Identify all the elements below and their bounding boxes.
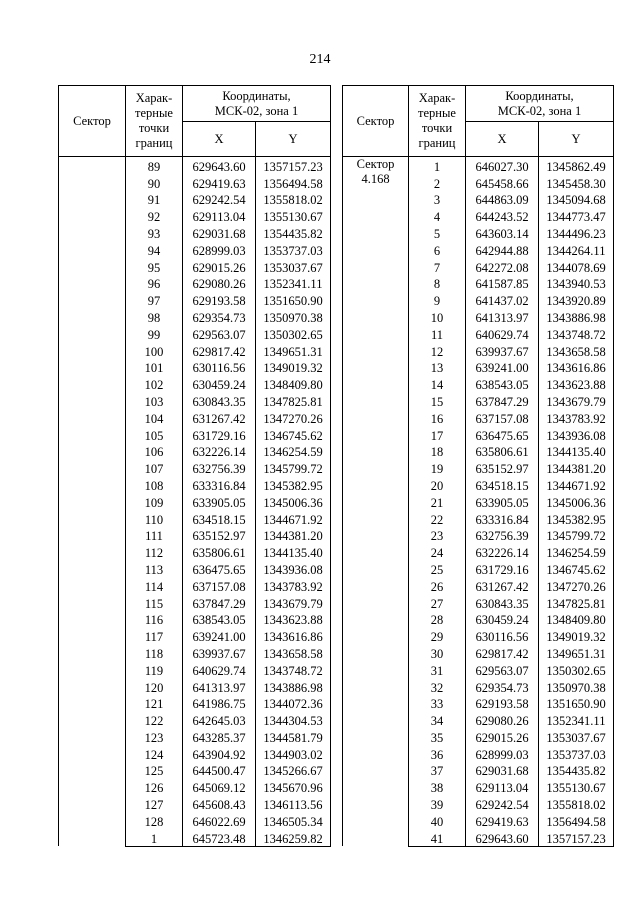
x-cell: 643285.37 — [183, 728, 256, 745]
y-cell: 1357157.23 — [539, 829, 614, 846]
x-cell: 633905.05 — [183, 493, 256, 510]
y-cell: 1353737.03 — [256, 241, 331, 258]
point-cell: 40 — [409, 812, 466, 829]
header-x: X — [183, 122, 256, 157]
point-cell: 11 — [409, 325, 466, 342]
y-cell: 1353737.03 — [539, 745, 614, 762]
y-cell: 1345094.68 — [539, 191, 614, 208]
point-cell: 124 — [126, 745, 183, 762]
point-cell: 10 — [409, 308, 466, 325]
point-cell: 126 — [126, 778, 183, 795]
point-cell: 89 — [126, 157, 183, 174]
point-cell: 120 — [126, 678, 183, 695]
y-cell: 1349019.32 — [539, 627, 614, 644]
right-table-body — [343, 157, 614, 847]
x-cell: 646022.69 — [183, 812, 256, 829]
y-cell: 1346259.82 — [256, 829, 331, 846]
x-cell: 629563.07 — [466, 661, 539, 678]
point-cell: 5 — [409, 224, 466, 241]
x-cell: 645723.48 — [183, 829, 256, 846]
x-cell: 642272.08 — [466, 258, 539, 275]
point-cell: 41 — [409, 829, 466, 846]
x-cell: 630843.35 — [183, 392, 256, 409]
y-cell: 1350970.38 — [539, 678, 614, 695]
header-char-line-2: терные — [135, 106, 173, 120]
y-cell: 1349019.32 — [256, 359, 331, 376]
y-cell: 1344671.92 — [256, 510, 331, 527]
x-cell: 629113.04 — [183, 207, 256, 224]
y-cell: 1343679.79 — [539, 392, 614, 409]
y-cell: 1347270.26 — [539, 577, 614, 594]
point-cell: 98 — [126, 308, 183, 325]
x-cell: 641313.97 — [466, 308, 539, 325]
y-cell: 1348409.80 — [539, 611, 614, 628]
y-cell: 1346254.59 — [256, 443, 331, 460]
point-cell: 31 — [409, 661, 466, 678]
point-cell: 112 — [126, 543, 183, 560]
x-cell: 644243.52 — [466, 207, 539, 224]
point-cell: 111 — [126, 527, 183, 544]
y-cell: 1344264.11 — [539, 241, 614, 258]
point-cell: 92 — [126, 207, 183, 224]
point-cell: 35 — [409, 728, 466, 745]
x-cell: 630459.24 — [183, 375, 256, 392]
point-cell: 123 — [126, 728, 183, 745]
x-cell: 632226.14 — [183, 443, 256, 460]
point-cell: 110 — [126, 510, 183, 527]
point-cell: 97 — [126, 291, 183, 308]
point-cell: 114 — [126, 577, 183, 594]
y-cell: 1343616.86 — [539, 359, 614, 376]
y-cell: 1344072.36 — [256, 695, 331, 712]
x-cell: 631267.42 — [466, 577, 539, 594]
header-char-line-3: точки — [138, 121, 170, 135]
y-cell: 1346254.59 — [539, 543, 614, 560]
left-table-body — [59, 157, 331, 847]
coordinates-table-left — [58, 85, 331, 847]
y-cell: 1351650.90 — [539, 695, 614, 712]
x-cell: 633316.84 — [466, 510, 539, 527]
header-characteristic-points — [409, 86, 466, 157]
point-cell: 125 — [126, 762, 183, 779]
point-cell: 1 — [409, 157, 466, 174]
x-cell: 631267.42 — [183, 409, 256, 426]
y-cell: 1344903.02 — [256, 745, 331, 762]
x-cell: 640629.74 — [183, 661, 256, 678]
table-row — [343, 157, 614, 174]
y-cell: 1345266.67 — [256, 762, 331, 779]
header-char-line-1: Харак- — [418, 91, 456, 105]
x-cell: 629242.54 — [183, 191, 256, 208]
y-cell: 1350302.65 — [256, 325, 331, 342]
point-cell: 12 — [409, 342, 466, 359]
y-cell: 1356494.58 — [256, 174, 331, 191]
y-cell: 1343936.08 — [256, 560, 331, 577]
y-cell: 1344135.40 — [256, 543, 331, 560]
x-cell: 643904.92 — [183, 745, 256, 762]
point-cell: 93 — [126, 224, 183, 241]
point-cell: 15 — [409, 392, 466, 409]
y-cell: 1343886.98 — [256, 678, 331, 695]
point-cell: 25 — [409, 560, 466, 577]
y-cell: 1352341.11 — [256, 275, 331, 292]
point-cell: 113 — [126, 560, 183, 577]
point-cell: 18 — [409, 443, 466, 460]
y-cell: 1344078.69 — [539, 258, 614, 275]
x-cell: 635806.61 — [466, 443, 539, 460]
x-cell: 637847.29 — [466, 392, 539, 409]
x-cell: 633905.05 — [466, 493, 539, 510]
y-cell: 1345458.30 — [539, 174, 614, 191]
x-cell: 629015.26 — [466, 728, 539, 745]
y-cell: 1343679.79 — [256, 594, 331, 611]
y-cell: 1345670.96 — [256, 778, 331, 795]
point-cell: 104 — [126, 409, 183, 426]
y-cell: 1344381.20 — [256, 527, 331, 544]
x-cell: 629643.60 — [466, 829, 539, 846]
y-cell: 1344496.23 — [539, 224, 614, 241]
y-cell: 1350302.65 — [539, 661, 614, 678]
x-cell: 632756.39 — [466, 527, 539, 544]
sector-label-line-1: Сектор — [356, 157, 395, 171]
x-cell: 646027.30 — [466, 157, 539, 174]
y-cell: 1352341.11 — [539, 711, 614, 728]
x-cell: 640629.74 — [466, 325, 539, 342]
x-cell: 645458.66 — [466, 174, 539, 191]
x-cell: 642944.88 — [466, 241, 539, 258]
point-cell: 94 — [126, 241, 183, 258]
header-coordinates — [183, 86, 331, 122]
x-cell: 641986.75 — [183, 695, 256, 712]
y-cell: 1343936.08 — [539, 426, 614, 443]
point-cell: 101 — [126, 359, 183, 376]
y-cell: 1351650.90 — [256, 291, 331, 308]
y-cell: 1345382.95 — [256, 476, 331, 493]
header-coords-line-2: МСК-02, зона 1 — [214, 103, 299, 118]
point-cell: 26 — [409, 577, 466, 594]
y-cell: 1343616.86 — [256, 627, 331, 644]
x-cell: 637157.08 — [466, 409, 539, 426]
x-cell: 636475.65 — [466, 426, 539, 443]
header-coords-line-1: Координаты, — [505, 88, 574, 103]
y-cell: 1343920.89 — [539, 291, 614, 308]
y-cell: 1354435.82 — [539, 762, 614, 779]
y-cell: 1346745.62 — [256, 426, 331, 443]
point-cell: 105 — [126, 426, 183, 443]
x-cell: 630116.56 — [466, 627, 539, 644]
header-char-line-2: терные — [418, 106, 456, 120]
y-cell: 1349651.31 — [256, 342, 331, 359]
x-cell: 641437.02 — [466, 291, 539, 308]
point-cell: 27 — [409, 594, 466, 611]
x-cell: 629080.26 — [466, 711, 539, 728]
page-number: 214 — [309, 52, 331, 67]
x-cell: 637847.29 — [183, 594, 256, 611]
header-char-line-4: границ — [418, 136, 456, 150]
header-sector: Сектор — [59, 86, 126, 157]
x-cell: 629193.58 — [183, 291, 256, 308]
x-cell: 629354.73 — [466, 678, 539, 695]
y-cell: 1343940.53 — [539, 275, 614, 292]
sector-label-line-2: 4.168 — [361, 172, 390, 186]
x-cell: 635152.97 — [466, 459, 539, 476]
x-cell: 645069.12 — [183, 778, 256, 795]
point-cell: 7 — [409, 258, 466, 275]
point-cell: 107 — [126, 459, 183, 476]
x-cell: 628999.03 — [466, 745, 539, 762]
y-cell: 1347270.26 — [256, 409, 331, 426]
point-cell: 8 — [409, 275, 466, 292]
point-cell: 108 — [126, 476, 183, 493]
y-cell: 1355818.02 — [539, 795, 614, 812]
y-cell: 1343658.58 — [539, 342, 614, 359]
point-cell: 128 — [126, 812, 183, 829]
x-cell: 636475.65 — [183, 560, 256, 577]
point-cell: 6 — [409, 241, 466, 258]
sector-cell — [343, 157, 409, 847]
y-cell: 1344381.20 — [539, 459, 614, 476]
point-cell: 119 — [126, 661, 183, 678]
point-cell: 28 — [409, 611, 466, 628]
point-cell: 116 — [126, 611, 183, 628]
x-cell: 629113.04 — [466, 778, 539, 795]
header-y: Y — [539, 122, 614, 157]
point-cell: 39 — [409, 795, 466, 812]
x-cell: 632756.39 — [183, 459, 256, 476]
point-cell: 37 — [409, 762, 466, 779]
point-cell: 17 — [409, 426, 466, 443]
x-cell: 629817.42 — [183, 342, 256, 359]
x-cell: 634518.15 — [183, 510, 256, 527]
y-cell: 1353037.67 — [539, 728, 614, 745]
point-cell: 102 — [126, 375, 183, 392]
point-cell: 109 — [126, 493, 183, 510]
x-cell: 641587.85 — [466, 275, 539, 292]
point-cell: 33 — [409, 695, 466, 712]
x-cell: 638543.05 — [183, 611, 256, 628]
x-cell: 630459.24 — [466, 611, 539, 628]
y-cell: 1345006.36 — [539, 493, 614, 510]
point-cell: 16 — [409, 409, 466, 426]
point-cell: 22 — [409, 510, 466, 527]
header-coordinates — [466, 86, 614, 122]
point-cell: 30 — [409, 644, 466, 661]
y-cell: 1353037.67 — [256, 258, 331, 275]
point-cell: 24 — [409, 543, 466, 560]
point-cell: 90 — [126, 174, 183, 191]
x-cell: 631729.16 — [183, 426, 256, 443]
header-coords-line-2: МСК-02, зона 1 — [497, 103, 582, 118]
x-cell: 629354.73 — [183, 308, 256, 325]
point-cell: 32 — [409, 678, 466, 695]
y-cell: 1343623.88 — [539, 375, 614, 392]
table-row — [59, 157, 331, 174]
point-cell: 20 — [409, 476, 466, 493]
x-cell: 629563.07 — [183, 325, 256, 342]
x-cell: 629242.54 — [466, 795, 539, 812]
y-cell: 1346113.56 — [256, 795, 331, 812]
y-cell: 1344135.40 — [539, 443, 614, 460]
x-cell: 644863.09 — [466, 191, 539, 208]
x-cell: 628999.03 — [183, 241, 256, 258]
point-cell: 91 — [126, 191, 183, 208]
point-cell: 36 — [409, 745, 466, 762]
y-cell: 1345799.72 — [539, 527, 614, 544]
coordinates-table-right — [342, 85, 614, 847]
x-cell: 629031.68 — [466, 762, 539, 779]
y-cell: 1345799.72 — [256, 459, 331, 476]
x-cell: 639937.67 — [466, 342, 539, 359]
header-char-line-1: Харак- — [135, 91, 173, 105]
x-cell: 637157.08 — [183, 577, 256, 594]
point-cell: 115 — [126, 594, 183, 611]
y-cell: 1343748.72 — [539, 325, 614, 342]
point-cell: 21 — [409, 493, 466, 510]
header-coords-line-1: Координаты, — [222, 88, 291, 103]
point-cell: 103 — [126, 392, 183, 409]
x-cell: 642645.03 — [183, 711, 256, 728]
x-cell: 630116.56 — [183, 359, 256, 376]
x-cell: 629643.60 — [183, 157, 256, 174]
point-cell: 127 — [126, 795, 183, 812]
x-cell: 631729.16 — [466, 560, 539, 577]
point-cell: 34 — [409, 711, 466, 728]
y-cell: 1356494.58 — [539, 812, 614, 829]
x-cell: 638543.05 — [466, 375, 539, 392]
y-cell: 1343886.98 — [539, 308, 614, 325]
x-cell: 639241.00 — [183, 627, 256, 644]
x-cell: 630843.35 — [466, 594, 539, 611]
y-cell: 1357157.23 — [256, 157, 331, 174]
y-cell: 1345006.36 — [256, 493, 331, 510]
y-cell: 1355818.02 — [256, 191, 331, 208]
point-cell: 3 — [409, 191, 466, 208]
point-cell: 38 — [409, 778, 466, 795]
header-char-line-4: границ — [135, 136, 173, 150]
header-sector: Сектор — [343, 86, 409, 157]
y-cell: 1344773.47 — [539, 207, 614, 224]
x-cell: 629193.58 — [466, 695, 539, 712]
x-cell: 633316.84 — [183, 476, 256, 493]
point-cell: 122 — [126, 711, 183, 728]
header-x: X — [466, 122, 539, 157]
x-cell: 629031.68 — [183, 224, 256, 241]
point-cell: 2 — [409, 174, 466, 191]
y-cell: 1350970.38 — [256, 308, 331, 325]
y-cell: 1344671.92 — [539, 476, 614, 493]
y-cell: 1343748.72 — [256, 661, 331, 678]
point-cell: 23 — [409, 527, 466, 544]
y-cell: 1355130.67 — [256, 207, 331, 224]
x-cell: 629419.63 — [466, 812, 539, 829]
x-cell: 639241.00 — [466, 359, 539, 376]
y-cell: 1346505.34 — [256, 812, 331, 829]
y-cell: 1343623.88 — [256, 611, 331, 628]
x-cell: 645608.43 — [183, 795, 256, 812]
x-cell: 629817.42 — [466, 644, 539, 661]
x-cell: 629419.63 — [183, 174, 256, 191]
point-cell: 99 — [126, 325, 183, 342]
header-characteristic-points — [126, 86, 183, 157]
y-cell: 1343783.92 — [539, 409, 614, 426]
point-cell: 4 — [409, 207, 466, 224]
y-cell: 1344581.79 — [256, 728, 331, 745]
y-cell: 1346745.62 — [539, 560, 614, 577]
y-cell: 1347825.81 — [539, 594, 614, 611]
point-cell: 9 — [409, 291, 466, 308]
y-cell: 1354435.82 — [256, 224, 331, 241]
x-cell: 634518.15 — [466, 476, 539, 493]
point-cell: 121 — [126, 695, 183, 712]
x-cell: 635152.97 — [183, 527, 256, 544]
y-cell: 1349651.31 — [539, 644, 614, 661]
x-cell: 629080.26 — [183, 275, 256, 292]
y-cell: 1345382.95 — [539, 510, 614, 527]
point-cell: 118 — [126, 644, 183, 661]
y-cell: 1343783.92 — [256, 577, 331, 594]
point-cell: 13 — [409, 359, 466, 376]
x-cell: 629015.26 — [183, 258, 256, 275]
point-cell: 29 — [409, 627, 466, 644]
x-cell: 641313.97 — [183, 678, 256, 695]
point-cell: 14 — [409, 375, 466, 392]
x-cell: 639937.67 — [183, 644, 256, 661]
x-cell: 632226.14 — [466, 543, 539, 560]
x-cell: 635806.61 — [183, 543, 256, 560]
point-cell: 117 — [126, 627, 183, 644]
point-cell: 95 — [126, 258, 183, 275]
point-cell: 100 — [126, 342, 183, 359]
point-cell: 19 — [409, 459, 466, 476]
y-cell: 1343658.58 — [256, 644, 331, 661]
point-cell: 106 — [126, 443, 183, 460]
y-cell: 1348409.80 — [256, 375, 331, 392]
y-cell: 1344304.53 — [256, 711, 331, 728]
x-cell: 643603.14 — [466, 224, 539, 241]
y-cell: 1345862.49 — [539, 157, 614, 174]
header-y: Y — [256, 122, 331, 157]
point-cell: 96 — [126, 275, 183, 292]
y-cell: 1347825.81 — [256, 392, 331, 409]
y-cell: 1355130.67 — [539, 778, 614, 795]
x-cell: 644500.47 — [183, 762, 256, 779]
header-char-line-3: точки — [421, 121, 453, 135]
point-cell: 1 — [126, 829, 183, 846]
sector-cell — [59, 157, 126, 847]
